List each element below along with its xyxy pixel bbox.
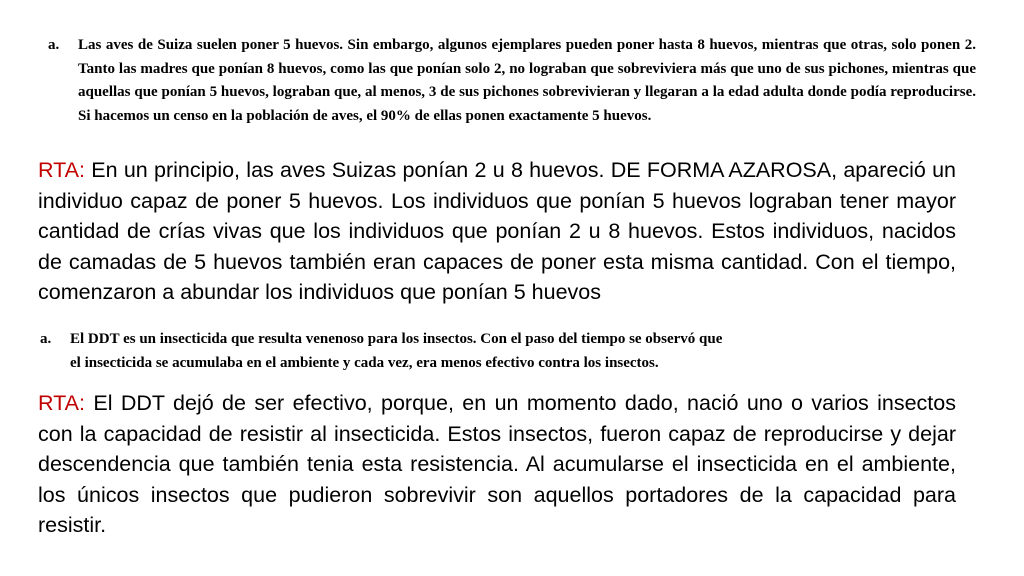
question-birds <box>48 34 976 128</box>
question-line-2: el insecticida se acumulaba en el ambiente y cada vez, era menos efectivo contra los insectos. <box>70 354 659 371</box>
list-marker: a. <box>40 331 52 347</box>
answer-text: En un principio, las aves Suizas ponían 2 u 8 huevos. DE FORMA AZAROSA, apareció un individuo capaz de poner 5 huevos. Los individuos que ponían 5 huevos lograban tener mayor cantidad de crías vivas que los individuos que ponían 2 u 8 huevos. Estos individuos, nacidos de camadas de 5 huevos también eran capaces de poner esta misma cantidad. Con el tiempo, comenzaron a abundar los individuos que ponían 5 huevos <box>38 158 956 305</box>
answer-label: RTA: <box>38 158 85 182</box>
answer-birds <box>38 155 956 308</box>
list-marker: a. <box>48 37 60 53</box>
answer-label: RTA: <box>38 391 85 415</box>
question-text: Las aves de Suiza suelen poner 5 huevos. Sin embargo, algunos ejemplares pueden poner hasta 8 huevos, mientras que otras, solo ponen 2. Tanto las madres que ponían 8 huevos, como las que ponían solo 2, no lograban que sobreviviera más que uno de sus pichones, mientras que aquellas que ponían 5 huevos, lograban que, al menos, 3 de sus pichones sobrevivieran y llegaran a la edad adulta donde podía reproducirse. Si hacemos un censo en la población de aves, el 90% de ellas ponen exactamente 5 huevos. <box>78 37 976 124</box>
question-ddt <box>40 328 940 375</box>
answer-text: El DDT dejó de ser efectivo, porque, en un momento dado, nació uno o varios insectos con la capacidad de resistir al insecticida. Estos insectos, fueron capaz de reproducirse y dejar descendencia que también tenia esta resistencia. Al acumularse el insecticida en el ambiente, los únicos insectos que pudieron sobrevivir son aquellos portadores de la capacidad para resistir. <box>38 391 956 538</box>
question-text <box>70 328 940 375</box>
question-line-1: El DDT es un insecticida que resulta venenoso para los insectos. Con el paso del tiempo se observó que <box>70 331 723 347</box>
answer-ddt <box>38 388 956 541</box>
